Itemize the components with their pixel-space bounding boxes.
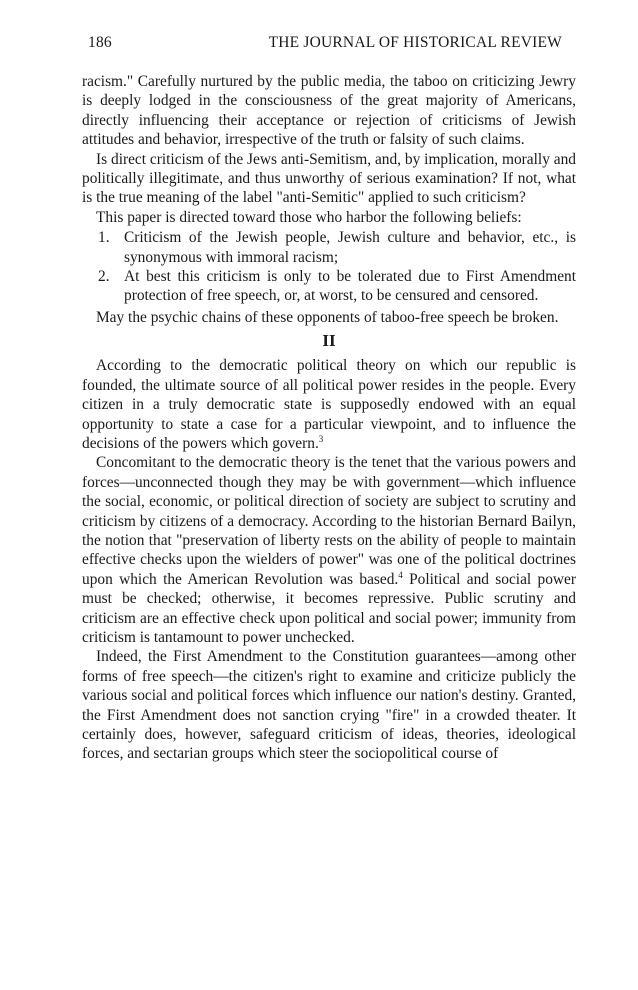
paragraph: Indeed, the First Amendment to the Constitution guarantees—among other forms of free speech—the citizen's right to examine and criticize publicly the various social and political forces which influence our nation's destiny. Granted, the First Amendment does not sanction crying "fire" in a crowded theater. It certainly does, however, safeguard criticism of ideas, theories, ideological forces, and sectarian groups which steer the sociopolitical course of — [82, 648, 576, 763]
footnote-ref[interactable]: 4 — [398, 569, 403, 580]
list-number: 2. — [98, 268, 110, 286]
paragraph — [82, 453, 576, 647]
beliefs-list — [82, 228, 576, 306]
paragraph — [82, 356, 576, 453]
list-item — [82, 228, 576, 267]
paragraph: This paper is directed toward those who harbor the following beliefs: — [96, 208, 522, 226]
list-text: At best this criticism is only to be tolerated due to First Amendment protection of free speech, or, at worst, to be censured and censored. — [124, 268, 576, 305]
paragraph: racism." Carefully nurtured by the public media, the taboo on criticizing Jewry is deeply lodged in the consciousness of the great majority of Americans, directly influencing their acceptance or rejection of criticisms of Jewish attitudes and behavior, irrespective of the truth or falsity of such claims. — [82, 73, 576, 149]
section-heading: II — [322, 331, 336, 351]
paragraph-text: Political and social power must be checked; otherwise, it becomes repressive. Public scrutiny and criticism are an effective check upon political and social power; immunity from criticism is tantamount to power unchecked. — [82, 570, 576, 646]
list-number: 1. — [98, 229, 110, 247]
page-header — [82, 34, 562, 56]
paragraph: Is direct criticism of the Jews anti-Semitism, and, by implication, morally and politically illegitimate, and thus unworthy of serious examination? If not, what is the true meaning of the label "anti-Semitic" applied to such criticism? — [82, 150, 576, 207]
article-body — [82, 72, 576, 764]
footnote-ref[interactable]: 3 — [318, 433, 324, 444]
list-text: Criticism of the Jewish people, Jewish culture and behavior, etc., is synonymous with immoral racism; — [124, 229, 576, 266]
running-title: THE JOURNAL OF HISTORICAL REVIEW — [268, 34, 562, 51]
paragraph-text: According to the democratic political theory on which our republic is founded, the ultimate source of all political power resides in the people. Every citizen in a truly democratic state is supposedly endowed with an equal opportunity to state a case for a particular viewpoint, and to influence the decisions of the powers which govern. — [82, 357, 576, 452]
list-item — [82, 267, 576, 306]
paragraph-text: Concomitant to the democratic theory is the tenet that the various powers and forces—unconnected though they may be with government—which influence the social, economic, or political direction of society are subject to scrutiny and criticism by citizens of a democracy. According to the historian Bernard Bailyn, the notion that "preservation of liberty rests on the ability of people to maintain effective checks upon the wielders of power" was one of the political doctrines upon which the American Revolution was based. — [82, 454, 576, 588]
paragraph: May the psychic chains of these opponents of taboo-free speech be broken. — [96, 308, 559, 326]
page-number: 186 — [88, 34, 112, 51]
